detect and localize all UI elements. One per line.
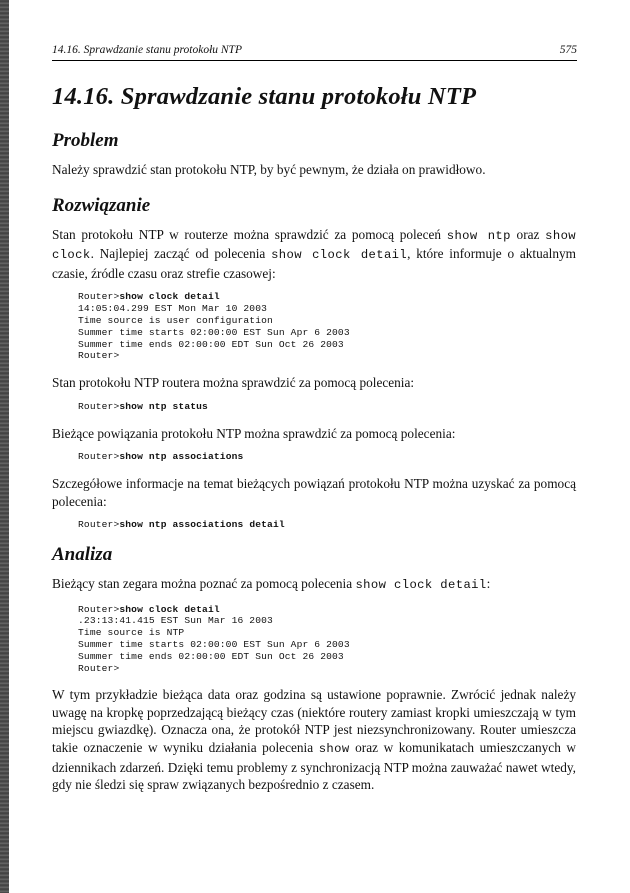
code-block-ntp-associations-detail: Router>show ntp associations detail [78,519,285,531]
inline-code: show ntp [446,228,511,243]
inline-code: show clock detail [271,248,408,263]
code-block-show-clock-ntp: Router>show clock detail .23:13:41.415 EST Sun Mar 16 2003 Time source is NTP Summer time starts 02:00:00 EST Sun Apr 6 2003 Summer time ends 02:00:00 EDT Sun Oct 26 2003 Router> [78,603,350,674]
status-text: Stan protokołu NTP routera można sprawdzić za pomocą polecenia: [52,375,415,391]
inline-code: show clock detail [355,577,487,592]
scan-gutter [0,0,9,893]
running-header [52,44,577,61]
analysis-heading: Analiza [52,543,113,565]
problem-heading: Problem [52,130,119,151]
code-block-ntp-associations: Router>show ntp associations [78,451,244,463]
analysis-intro: Bieżący stan zegara można poznać za pomocą polecenia show clock detail: [52,575,491,592]
book-page [52,0,580,893]
solution-heading: Rozwiązanie [52,194,151,216]
inline-code: show [318,742,350,757]
analysis-text: W tym przykładzie bieżąca data oraz godzina są ustawione poprawnie. Zwrócić jednak należy uwagę na kropkę poprzedzającą bieżący czas (niektóre routery zamiast kropki umieszczają w tym miejscu gwiazdkę). Oznacza ona, że protokół NTP jest niezsynchronizowany. Router umieszcza takie oznaczenie w wyniku działania polecenia show oraz w komunikatach umieszczanych w dziennikach zdarzeń. Dzięki temu problemy z synchronizacją NTP można zauważać nawet wtedy, gdy nie śledzi się spraw związanych bezpośrednio z czasem. [52,687,577,793]
code-block-show-clock: Router>show clock detail 14:05:04.299 EST Mon Mar 10 2003 Time source is user configuration Summer time starts 02:00:00 EST Sun Apr 6 2003 Summer time ends 02:00:00 EDT Sun Oct 26 2003 Router> [78,291,350,362]
section-title: 14.16. Sprawdzanie stanu protokołu NTP [52,83,477,110]
page-number: 575 [559,44,577,56]
page-content [52,82,576,803]
code-block-ntp-status: Router>show ntp status [78,400,208,412]
problem-text: Należy sprawdzić stan protokołu NTP, by być pewnym, że działa on prawidłowo. [52,162,486,177]
inline-code: show clock [52,228,576,263]
running-title: 14.16. Sprawdzanie stanu protokołu NTP [52,44,242,56]
associations-detail-text: Szczegółowe informacje na temat bieżących powiązań protokołu NTP można uzyskać za pomocą polecenia: [52,475,576,509]
associations-text: Bieżące powiązania protokołu NTP można sprawdzić za pomocą polecenia: [52,425,456,441]
solution-intro: Stan protokołu NTP w routerze można sprawdzić za pomocą poleceń show ntp oraz show clock. Najlepiej zacząć od polecenia show clock detail, które informuje o aktualnym czasie, źródle czasu oraz strefie czasowej: [52,226,577,281]
